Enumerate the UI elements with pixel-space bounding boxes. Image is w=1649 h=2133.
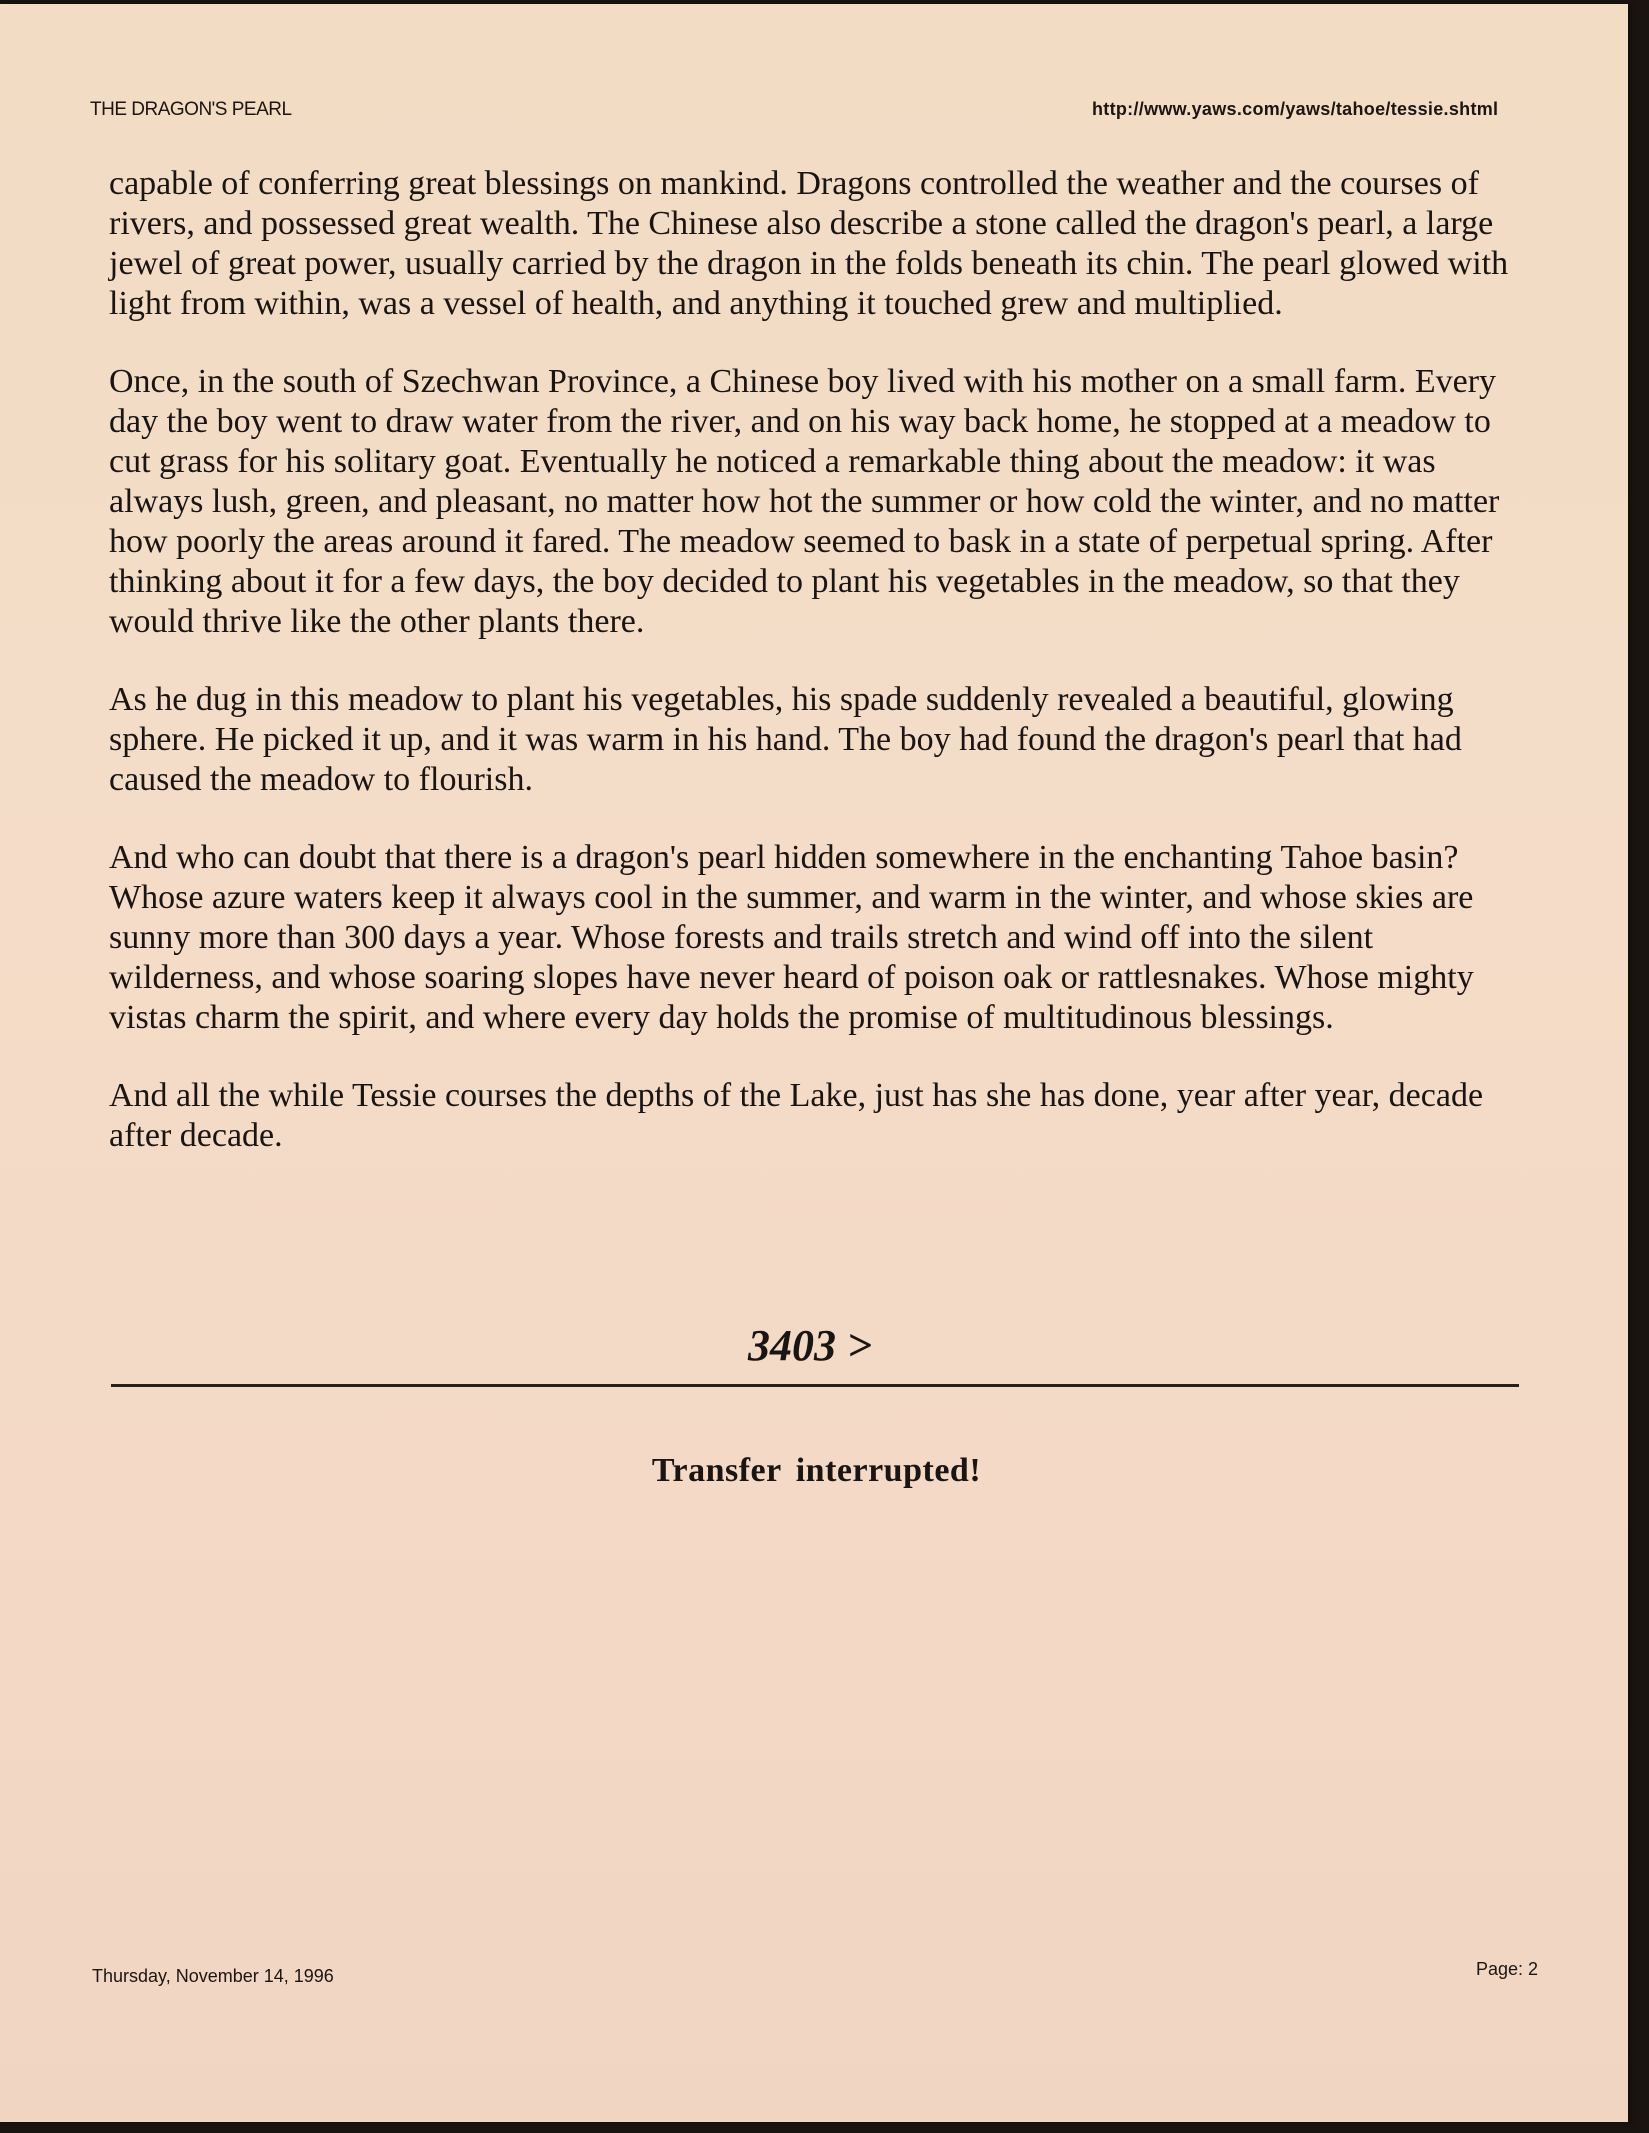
paragraph: Once, in the south of Szechwan Province, a Chinese boy lived with his mother on a small farm. Every day the boy went to draw water from the river, and on his way back home, he stopped at a meadow to cut grass for his solitary goat. Eventually he noticed a remarkable thing about the meadow: it was always lush, green, and pleasant, no matter how hot the summer or how cold the winter, and no matter how poorly the areas around it fared. The meadow seemed to bask in a state of perpetual spring. After thinking about it for a few days, the boy decided to plant his vegetables in the meadow, so that they would thrive like the other plants there. (109, 363, 1500, 640)
horizontal-rule (111, 1384, 1519, 1387)
page-header-title: THE DRAGON'S PEARL (90, 99, 292, 120)
next-page-link[interactable]: 3403 > (747, 1321, 873, 1370)
article-body (109, 164, 1529, 1194)
page-header-url: http://www.yaws.com/yaws/tahoe/tessie.shtml (1092, 99, 1499, 119)
paragraph: And all the while Tessie courses the depths of the Lake, just has she has done, year after year, decade after decade. (109, 1077, 1484, 1154)
printed-page (0, 4, 1628, 2122)
transfer-status-message (0, 1452, 1633, 1490)
page-number: Page: 2 (1476, 1959, 1539, 1979)
paragraph: As he dug in this meadow to plant his vegetables, his spade suddenly revealed a beautiful, glowing sphere. He picked it up, and it was warm in his hand. The boy had found the dragon's pearl that had caused the meadow to flourish. (109, 681, 1462, 798)
paragraph: capable of conferring great blessings on mankind. Dragons controlled the weather and the courses of rivers, and possessed great wealth. The Chinese also describe a stone called the dragon's pearl, a large jewel of great power, usually carried by the dragon in the folds beneath its chin. The pearl glowed with light from within, was a vessel of health, and anything it touched grew and multiplied. (109, 165, 1509, 322)
status-word: Transfer (651, 1452, 782, 1489)
paragraph: And who can doubt that there is a dragon's pearl hidden somewhere in the enchanting Tahoe basin? Whose azure waters keep it always cool in the summer, and warm in the winter, and whose skies are sunny more than 300 days a year. Whose forests and trails stretch and wind off into the silent wilderness, and whose soaring slopes have never heard of poison oak or rattlesnakes. Whose mighty vistas charm the spirit, and where every day holds the promise of multitudinous blessings. (109, 839, 1474, 1036)
status-word: interrupted! (795, 1452, 982, 1489)
print-date: Thursday, November 14, 1996 (92, 1966, 334, 1986)
